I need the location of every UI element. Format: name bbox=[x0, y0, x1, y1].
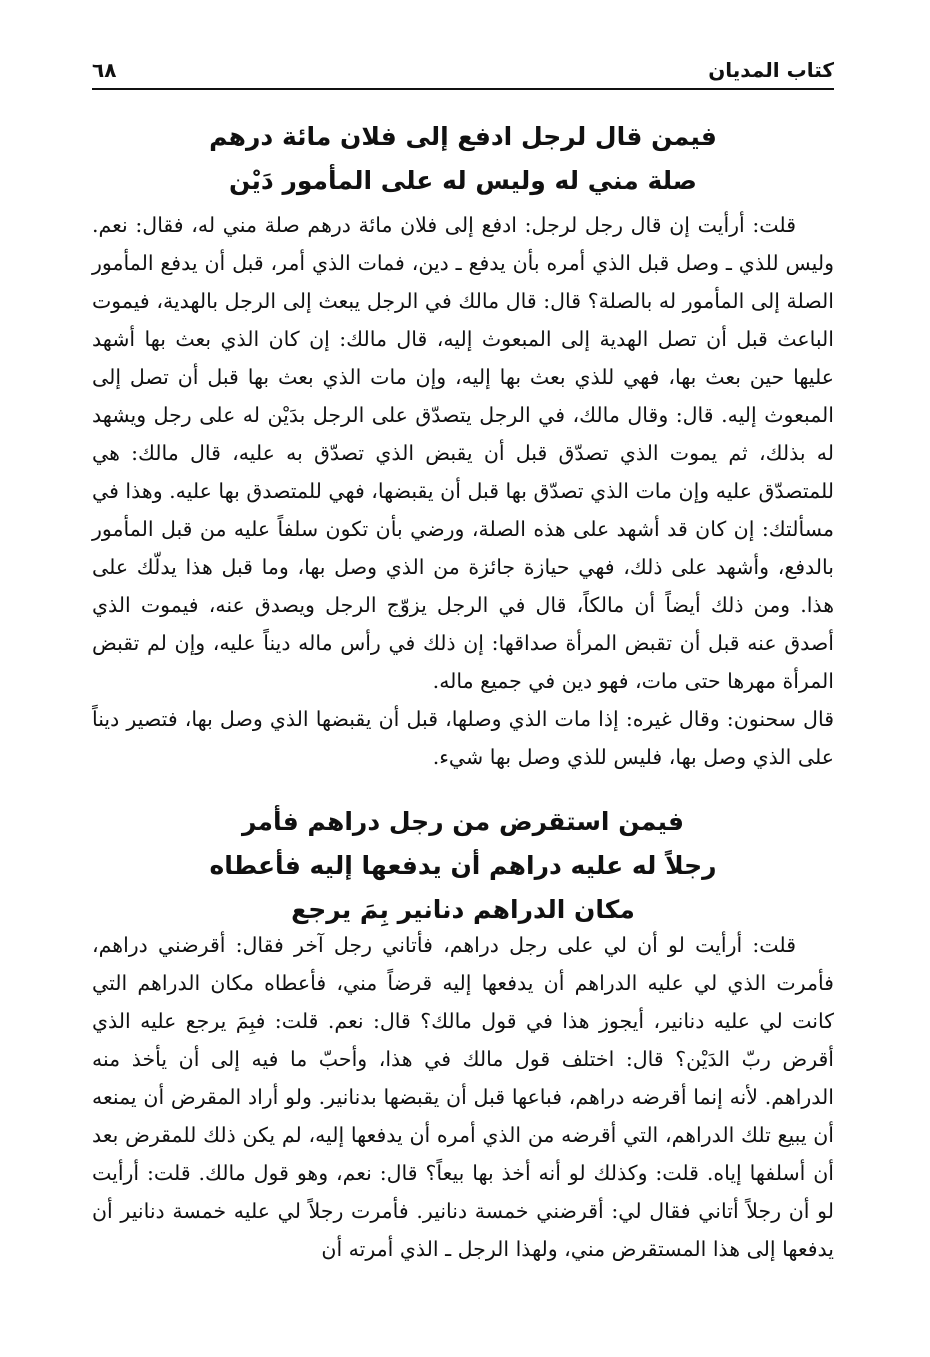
heading-2-line-1: فيمن استقرض من رجل دراهم فأمر bbox=[241, 807, 685, 836]
section-heading-1 bbox=[92, 115, 834, 203]
heading-1-line-1: فيمن قال لرجل ادفع إلى فلان مائة درهم bbox=[209, 122, 717, 151]
section-heading-2 bbox=[92, 800, 834, 932]
section-2-text bbox=[92, 926, 834, 1268]
paragraph-1: قلت: أرأيت إن قال رجل لرجل: ادفع إلى فلان مائة درهم صلة مني له، فقال: نعم. وليس للذي ـ وصل قبل الذي أمره بأن يدفع ـ دين، فمات الذي أمر، قبل أن يدفع المأمور الصلة إلى المأمور له بالصلة؟ قال: قال مالك في الرجل يبعث إلى الرجل بالهدية، فيموت الباعث قبل أن تصل الهدية إلى المبعوث إليه، قال مالك: إن كان الذي بعث بها أشهد عليها حين بعث بها، فهي للذي بعث بها إليه، وإن مات الذي بعث بها قبل أن تصل إلى المبعوث إليه. قال: وقال مالك، في الرجل يتصدّق على الرجل بدَيْن له على رجل ويشهد له بذلك، ثم يموت الذي تصدّق قبل أن يقبض الذي تصدّق به عليه، قال مالك: هي للمتصدّق عليه وإن مات الذي تصدّق بها قبل أن يقبضها، فهي للمتصدق بها عليه. وهذا في مسألتك: إن كان قد أشهد على هذه الصلة، ورضي بأن تكون سلفاً عليه من قبل المأمور بالدفع، وأشهد على ذلك، فهي حيازة جائزة من الذي وصل بها، وما قبل هذا يدلّك على هذا. ومن ذلك أيضاً أن مالكاً، قال في الرجل يزوّج الرجل ويصدق عنه، فيموت الذي أصدق عنه قبل أن تقبض المرأة صداقها: إن ذلك في رأس ماله ديناً عليه، وإن لم تقبض المرأة مهرها حتى مات، فهو دين في جميع ماله. bbox=[92, 213, 834, 693]
paragraph-2: قلت: أرأيت لو أن لي على رجل دراهم، فأتاني رجل آخر فقال: أقرضني دراهم، فأمرت الذي لي عليه الدراهم أن يدفعها إليه قرضاً مني، فأعطاه مكان الدراهم التي كانت لي عليه دنانير، أيجوز هذا في قول مالك؟ قال: نعم. قلت: فبِمَ يرجع عليه الذي أقرض ربّ الدَيْن؟ قال: اختلف قول مالك في هذا، وأحبّ ما فيه إلى أن يأخذ منه الدراهم. لأنه إنما أقرضه دراهم، فباعها قبل أن يقبضها بدنانير. ولو أراد المقرض أن يمنعه أن يبيع تلك الدراهم، التي أقرضه من الذي أمره أن يدفعها إليه، لم يكن ذلك للمقرض بعد أن أسلفها إياه. قلت: وكذلك لو أنه أخذ بها بيعاً؟ قال: نعم، وهو قول مالك. قلت: أرأيت لو أن رجلاً أتاني فقال لي: أقرضني خمسة دنانير. فأمرت رجلاً لي عليه خمسة دنانير أن يدفعها إلى هذا المستقرض مني، ولهذا الرجل ـ الذي أمرته أن bbox=[92, 933, 834, 1261]
heading-1-line-2: صلة مني له وليس له على المأمور دَيْن bbox=[229, 166, 697, 195]
heading-2-line-2: رجلاً له عليه دراهم أن يدفعها إليه فأعطاه bbox=[209, 851, 717, 880]
section-1-text bbox=[92, 206, 834, 776]
book-title: كتاب المديان bbox=[708, 58, 834, 82]
page-header bbox=[92, 58, 834, 90]
page-number: ٦٨ bbox=[92, 58, 117, 82]
sahnun-note: قال سحنون: وقال غيره: إذا مات الذي وصلها، قبل أن يقبضها الذي وصل بها، فتصير ديناً على الذي وصل بها، فليس للذي وصل بها شيء. bbox=[92, 707, 834, 769]
heading-2-line-3: مكان الدراهم دنانير بِمَ يرجع bbox=[291, 895, 635, 924]
